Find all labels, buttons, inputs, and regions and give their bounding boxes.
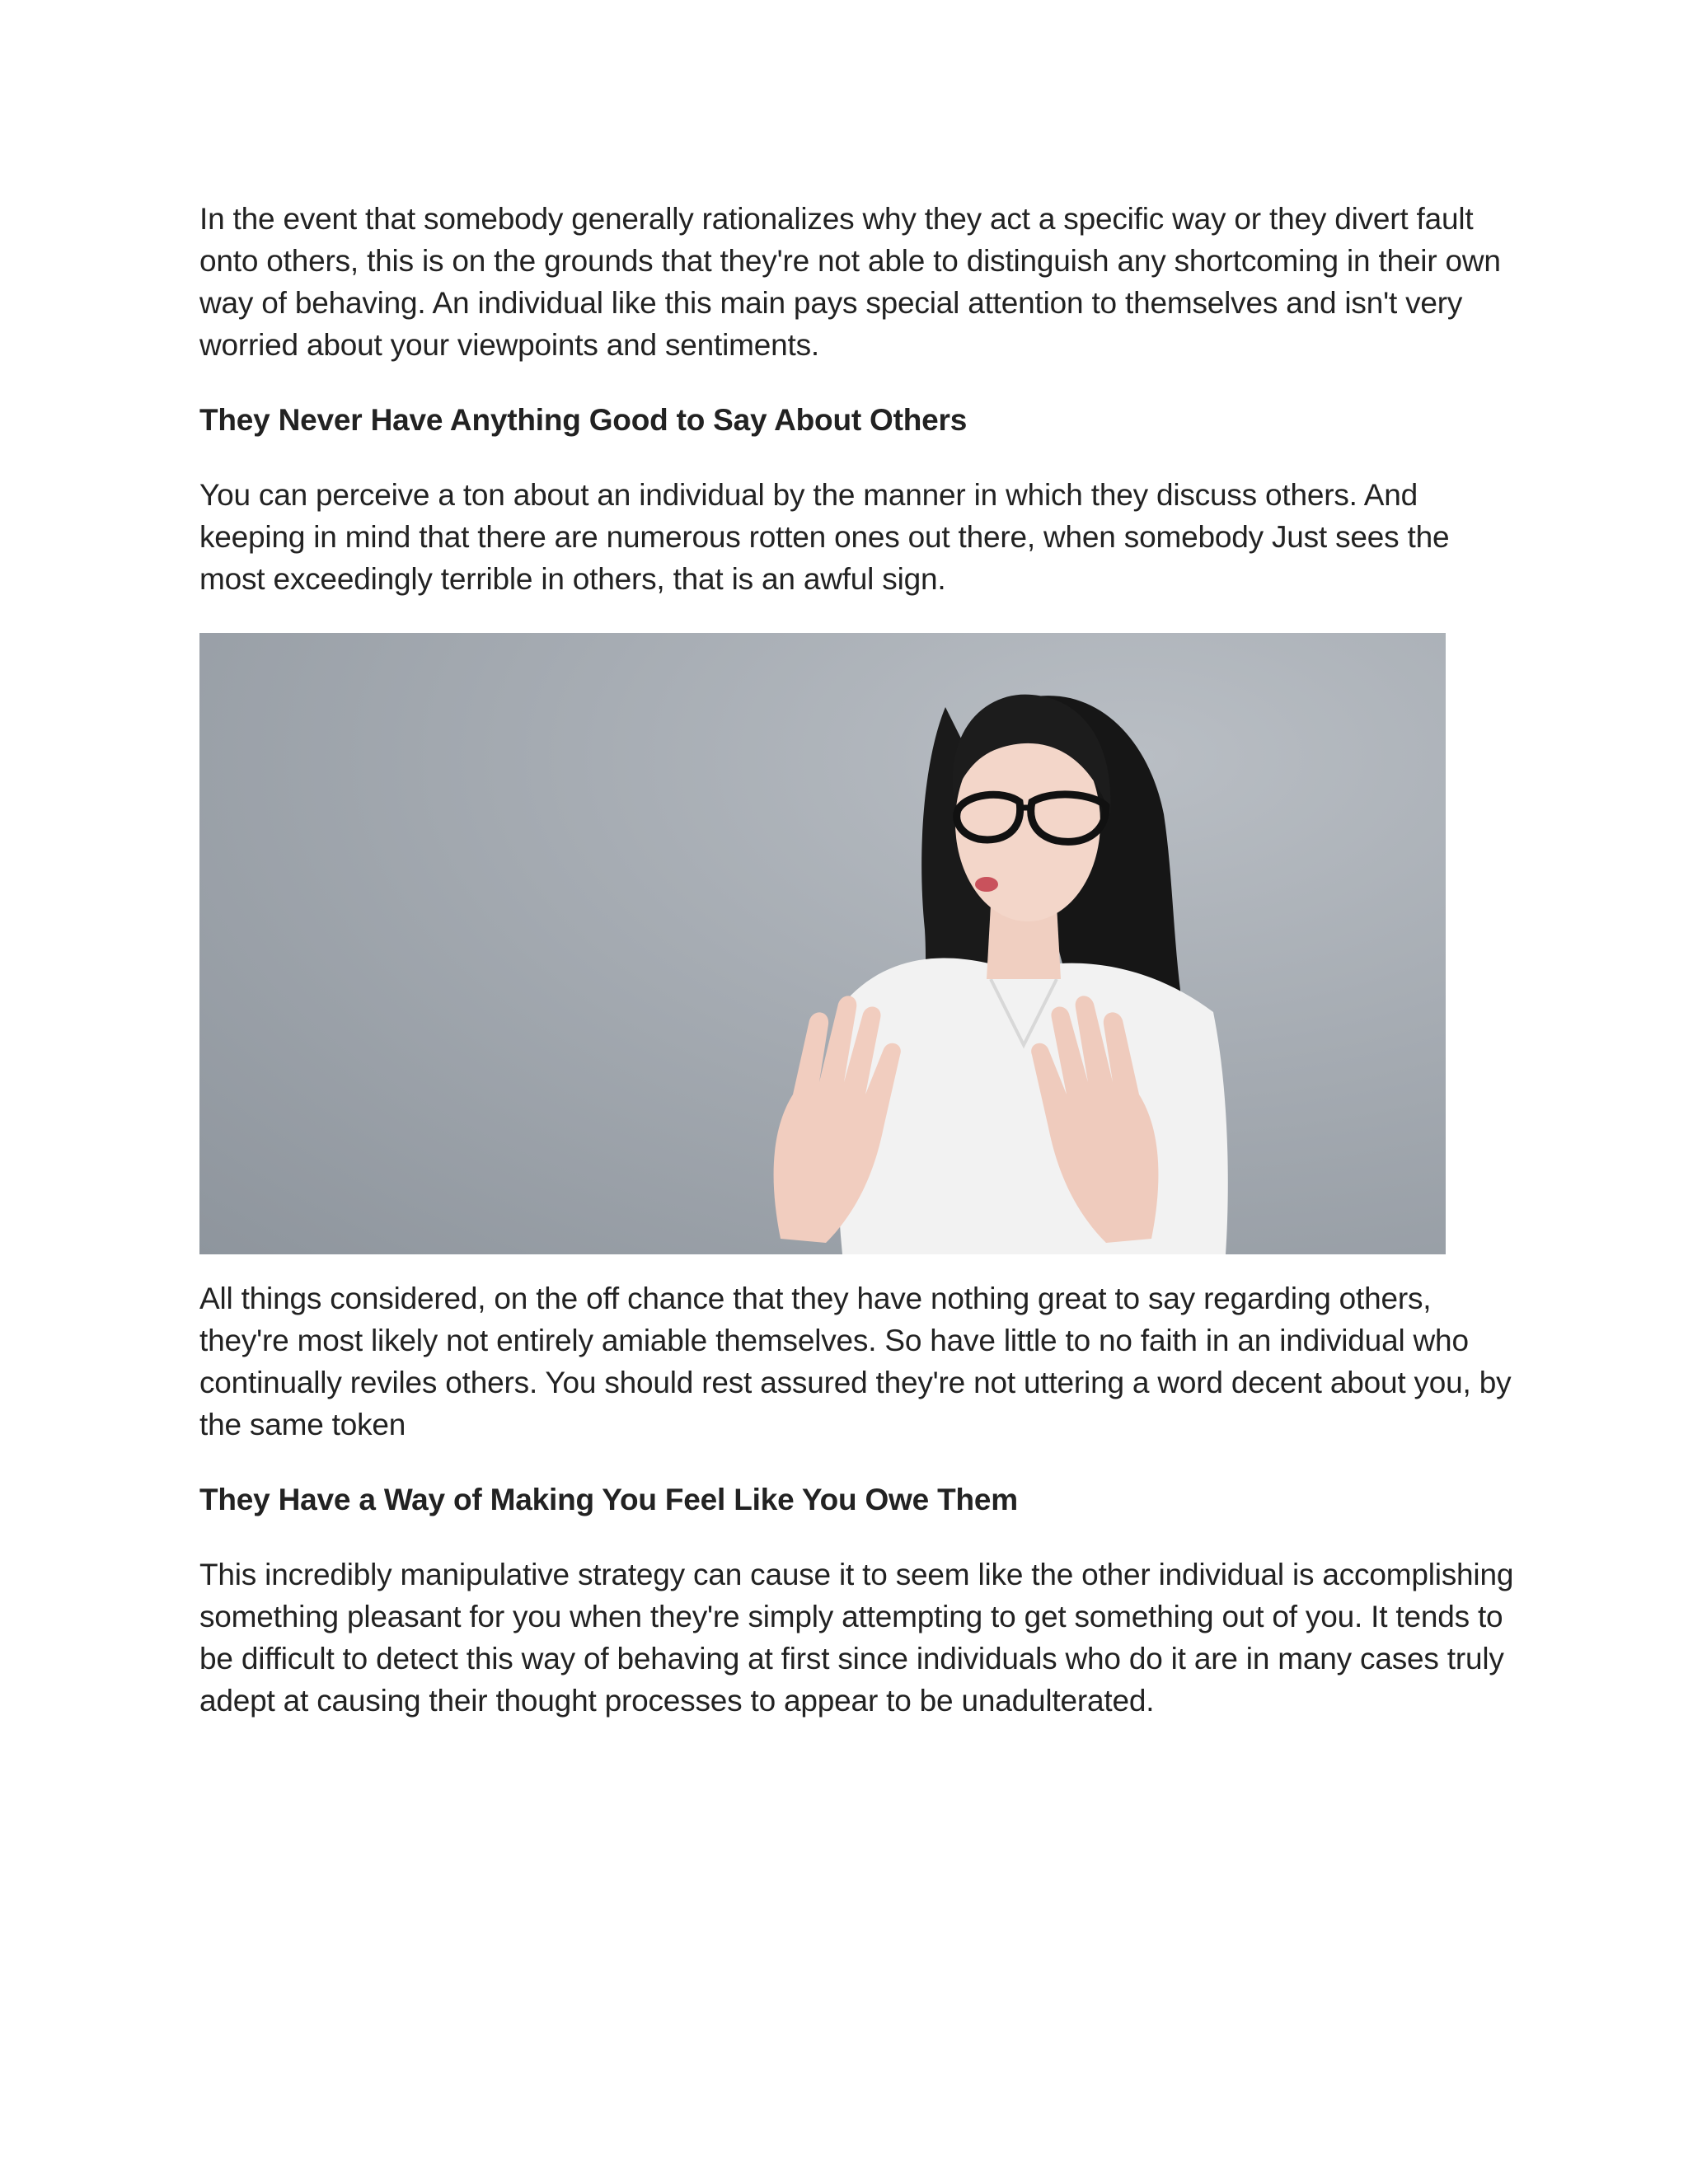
woman-stop-gesture-illustration [199,633,1446,1254]
paragraph: All things considered, on the off chance that they have nothing great to say regarding others, they're most likely not entirely amiable themselves. So have little to no faith in an individual who continually reviles others. You should rest assured they're not uttering a word decent about you, by the same token [199,1282,1512,1441]
paragraph: This incredibly manipulative strategy can cause it to seem like the other individual is accomplishing something pleasant for you when they're simply attempting to get something out of you. It tends to be difficult to detect this way of behaving at first since individuals who do it are in many cases truly adept at causing their thought processes to appear to be unadulterated. [199,1558,1514,1718]
section-heading: They Have a Way of Making You Feel Like You Owe Them [199,1483,1018,1516]
paragraph: You can perceive a ton about an individual by the manner in which they discuss others. And keeping in mind that there are numerous rotten ones out there, when somebody Just sees the most exceedingly terrible in others, that is an awful sign. [199,478,1450,596]
section-heading: They Never Have Anything Good to Say About Others [199,403,968,437]
paragraph: In the event that somebody generally rationalizes why they act a specific way or they divert fault onto others, this is on the grounds that they're not able to distinguish any shortcoming in their own way of behaving. An individual like this main pays special attention to themselves and isn't very worried about your viewpoints and sentiments. [199,202,1501,362]
article-body [199,198,1518,1755]
article-photo [199,633,1446,1254]
